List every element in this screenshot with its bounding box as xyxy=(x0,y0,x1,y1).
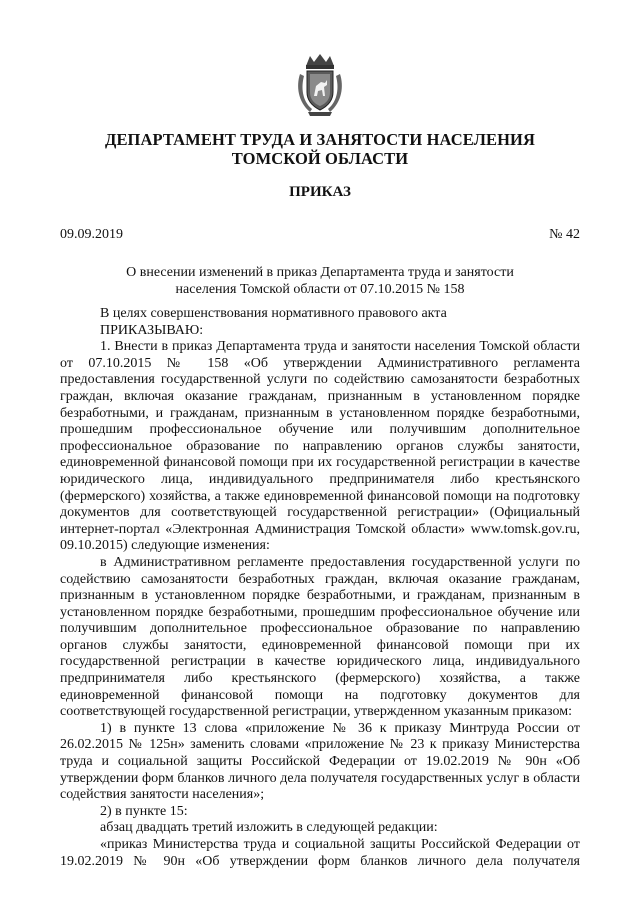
order-body xyxy=(60,306,580,870)
department-title-line-2: ТОМСКОЙ ОБЛАСТИ xyxy=(231,149,409,168)
regulation-paragraph: в Административном регламенте предоставления государственной услуги по содействию самозанятости безработных граждан, включая оказание гражданам, признанным в установленном порядке безработными, и гражданам, признанным в установленном порядке безработными, прошедшим профессиональное обучение или получившим дополнительное профессиональное образование по направлению органов службы занятости, единовременной финансовой помощи при их государственной регистрации в качестве юридического лица, индивидуального предпринимателя либо крестьянского (фермерского) хозяйства, а также единовременной финансовой помощи на подготовку документов для соответствующей государственной регистрации, утвержденном указанным приказом: xyxy=(60,554,580,720)
clause-1-paragraph: 1. Внести в приказ Департамента труда и занятости населения Томской области от 07.10.2015 № 158 «Об утверждении Административного регламента предоставления государственной услуги по содействию самозанятости безработных граждан, включая оказание гражданам, признанным в установленном порядке безработными, и гражданам, признанным в установленном порядке безработными, прошедшим профессиональное обучение или получившим дополнительное профессиональное образование по направлению органов службы занятости, единовременной финансовой помощи при их государственной регистрации в качестве юридического лица, индивидуального предпринимателя либо крестьянского (фермерского) хозяйства, а также единовременной финансовой помощи на подготовку документов для соответствующей государственной регистрации» (Официальный интернет-портал «Электронная Администрация Томской области» www.tomsk.gov.ru, 09.10.2015) следующие изменения: xyxy=(60,339,580,554)
order-verb: ПРИКАЗЫВАЮ: xyxy=(100,322,204,338)
document-type-heading: ПРИКАЗ xyxy=(289,184,351,200)
order-date: 09.09.2019 xyxy=(60,227,123,242)
subclause-2-paragraph: 2) в пункте 15: xyxy=(100,803,188,819)
order-subject-line-2: населения Томской области от 07.10.2015 № 158 xyxy=(175,282,465,297)
order-number: № 42 xyxy=(549,227,580,242)
subclause-1-paragraph: 1) в пункте 13 слова «приложение № 36 к приказу Минтруда России от 26.02.2015 № 125н» заменить словами «приложение № 23 к приказу Министерства труда и социальной защиты Российской Федерации от 19.02.2019 № 90н «Об утверждении форм бланков личного дела получателя государственных услуг в области содействия занятости населения»; xyxy=(60,720,580,803)
department-title-line-1: ДЕПАРТАМЕНТ ТРУДА И ЗАНЯТОСТИ НАСЕЛЕНИЯ xyxy=(105,130,535,149)
order-subject-line-1: О внесении изменений в приказ Департамента труда и занятости xyxy=(126,265,514,280)
preamble-paragraph: В целях совершенствования нормативного правового акта xyxy=(100,306,447,321)
new-wording-paragraph: «приказ Министерства труда и социальной защиты Российской Федерации от 19.02.2019 № 90н «Об утверждении форм бланков личного дела получателя xyxy=(60,837,580,869)
tomsk-coat-of-arms-icon xyxy=(294,52,346,118)
paragraph-23-instruction: абзац двадцать третий изложить в следующей редакции: xyxy=(100,820,438,836)
